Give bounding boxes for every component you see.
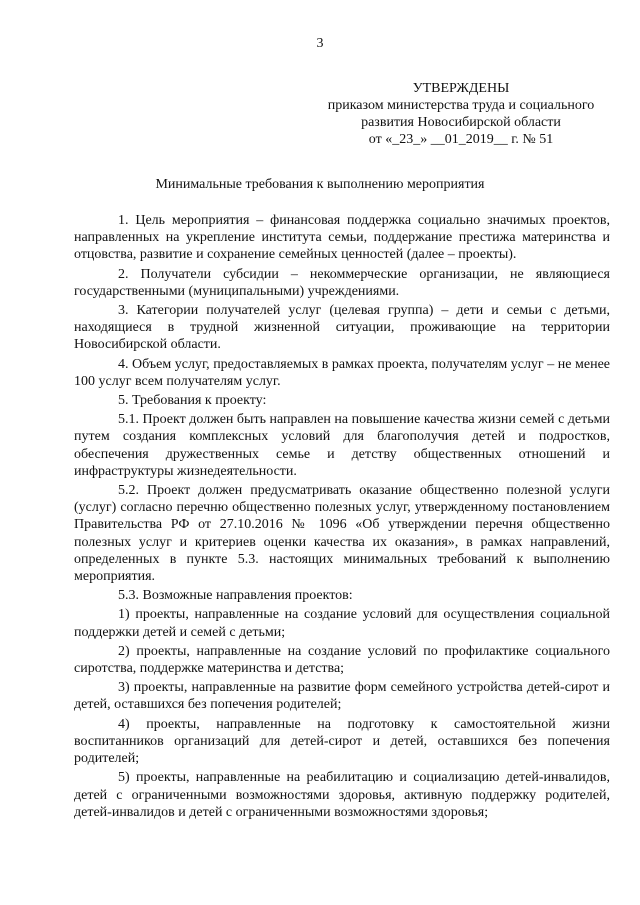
paragraph-4: 4. Объем услуг, предоставляемых в рамках проекта, получателям услуг – не менее 100 услуг всем получателям услуг. [74,356,610,389]
paragraph-3: 3. Категории получателей услуг (целевая группа) – дети и семьи с детьми, находящиеся в трудной жизненной ситуации, проживающие на территории Новосибирской области. [74,303,610,353]
paragraph-5-3: 5.3. Возможные направления проектов: [118,588,353,604]
approval-line-3: от «_23_» __01_2019__ г. № 51 [368,132,554,147]
paragraph-1: 1. Цель мероприятия – финансовая поддержка социально значимых проектов, направленных на укрепление института семьи, поддержание престижа материнства и отцовства, развитие и сохранение семейных ценностей (далее – проекты). [74,213,610,263]
direction-2: 2) проекты, направленные на создание условий по профилактике социального сиротства, поддержке материнства и детства; [74,643,610,677]
document-title: Минимальные требования к выполнению мероприятия [155,177,485,192]
direction-3: 3) проекты, направленные на развитие форм семейного устройства детей-сирот и детей, оставшихся без попечения родителей; [74,680,610,713]
paragraph-2: 2. Получатели субсидии – некоммерческие организации, не являющиеся государственными (муниципальными) учреждениями. [74,266,610,299]
direction-1: 1) проекты, направленные на создание условий для осуществления социальной поддержки детей и семей с детьми; [74,607,610,640]
direction-5: 5) проекты, направленные на реабилитацию и социализацию детей-инвалидов, детей с ограниченными возможностями здоровья, активную поддержку родителей, детей-инвалидов и детей с ограниченными возможностями здоровья; [74,770,610,820]
direction-4: 4) проекты, направленные на подготовку к самостоятельной жизни воспитанников организаций для детей-сирот и детей, оставшихся без попечения родителей; [74,716,610,767]
approval-line-2: развития Новосибирской области [361,115,561,130]
paragraph-5: 5. Требования к проекту: [118,393,267,409]
paragraph-5-2: 5.2. Проект должен предусматривать оказание общественно полезной услуги (услуг) согласно перечню общественно полезных услуг, утвержденному постановлением Правительства РФ от 27.10.2016 № 1096 «Об утверждении перечня общественно полезных услуг и критериев оценки качества их оказания», в рамках направлений, определенных в пункте 5.3. настоящих минимальных требований к выполнению мероприятия. [74,483,610,585]
approval-block [306,80,616,148]
document-body [74,212,610,823]
paragraph-5-1: 5.1. Проект должен быть направлен на повышение качества жизни семей с детьми путем создания комплексных условий для благополучия детей и подростков, обеспечения дружественных семье и детству общественных отношений и инфраструктуры жизнедеятельности. [74,412,610,479]
approval-line-1: приказом министерства труда и социального [327,98,595,113]
page-number: 3 [316,36,324,51]
approval-heading: УТВЕРЖДЕНЫ [412,81,510,96]
